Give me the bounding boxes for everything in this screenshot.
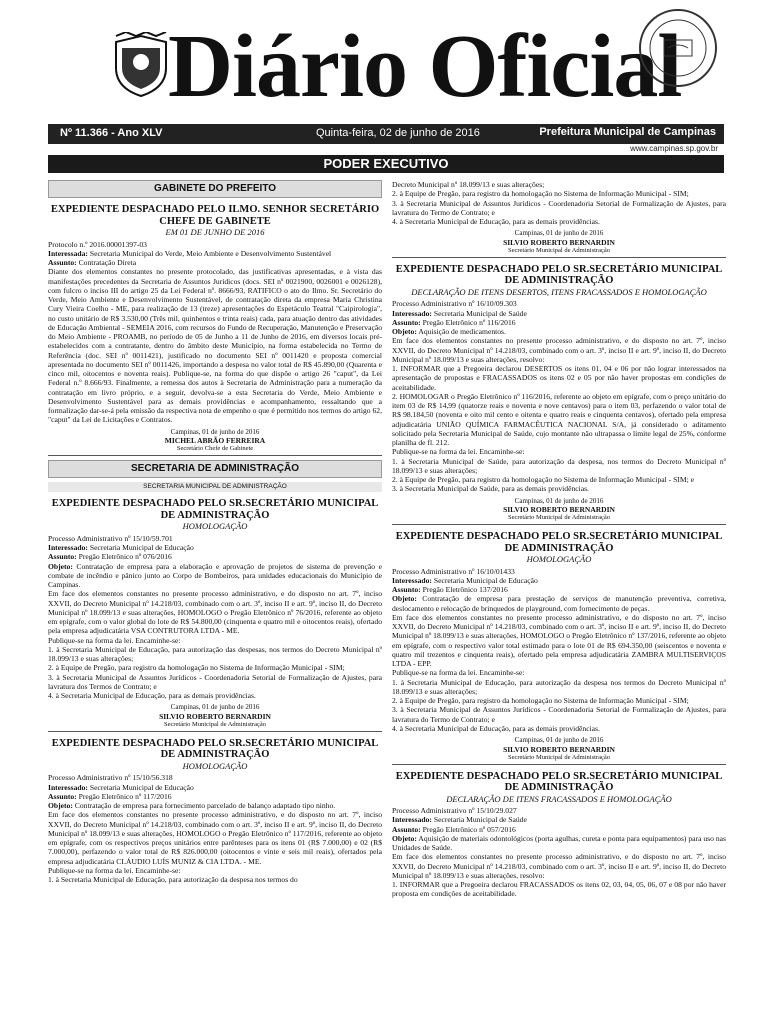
expediente-body [48, 534, 382, 701]
paragraph: 1. à Secretaria Municipal de Educação, para autorização da despesa nos termos do Decreto Municipal nº 18.099/13 e suas alterações; [392, 677, 726, 696]
paragraph: Processo Administrativo nº 15/10/29.027 [392, 806, 517, 816]
expediente-body [392, 567, 726, 734]
signature-name: SILVIO ROBERTO BERNARDIN [503, 744, 615, 754]
expediente-subtitle: HOMOLOGAÇÃO [182, 521, 248, 532]
signature-name: SILVIO ROBERTO BERNARDIN [503, 237, 615, 247]
paragraph: 4. à Secretaria Municipal de Educação, para as demais providências. [48, 691, 256, 701]
paragraph: Assunto: Pregão Eletrônico 137/2016 [392, 585, 508, 595]
administracao-subheader: SECRETARIA MUNICIPAL DE ADMINISTRAÇÃO [48, 482, 382, 492]
administracao-header: SECRETARIA DE ADMINISTRAÇÃO [48, 460, 382, 478]
gabinete-title: EXPEDIENTE DESPACHADO PELO ILMO. SENHOR SECRETÁRIO CHEFE DE GABINETE [50, 204, 380, 227]
paragraph: Objeto: Aquisição de medicamentos. [392, 327, 506, 337]
expediente-body [392, 299, 726, 493]
paragraph: Em face dos elementos constantes no presente processo administrativo, e do disposto no art. 7º, inciso XXVII, do Decreto Municipal nº 14.218/03, combinado com o art. 3º, inciso II e art. 9º, inciso II, do Decreto Municipal nº 18.099/13 e suas alterações, HOMOLOGO o Pregão Eletrônico nº 137/2016, referente ao objeto em epígrafe, com o respectivo valor total estimado para o lote 01 de R$ 694.350,00 (seiscentos e noventa e quatro mil trezentos e cinquenta reais), ofertado pela empresa adjudicatária ZAMBRA MULTISERVIÇOS LTDA - EPP. [392, 612, 726, 669]
paragraph: 3. à Secretaria Municipal de Assuntos Jurídicos - Coordenadoria Setorial de Formalização de Ajustes, para lavratura dos Termos de Contrato; e [48, 672, 382, 691]
masthead [0, 0, 770, 153]
signature-name: SILVIO ROBERTO BERNARDIN [159, 711, 271, 721]
paragraph: Objeto: Contratação de empresa para prestação de serviços de manutenção preventiva, corretiva, deslocamento e relocação de brinquedos de playground, com fornecimento de peças. [392, 594, 726, 613]
expediente-title: EXPEDIENTE DESPACHADO PELO SR.SECRETÁRIO MUNICIPAL DE ADMINISTRAÇÃO [395, 263, 723, 287]
signature-name: MICHEL ABRÃO FERREIRA [164, 436, 266, 446]
paragraph: 3. à Secretaria Municipal de Assuntos Jurídicos - Coordenadoria Setorial de Formalização de Ajustes, para lavratura do Termo de Contrato; e [392, 198, 726, 217]
gabinete-body [48, 240, 382, 425]
section-banner: PODER EXECUTIVO [48, 155, 724, 173]
paragraph: 2. à Equipe de Pregão, para registro da homologação no Sistema de Informação Municipal - SIM; [48, 663, 345, 673]
expediente-subtitle: HOMOLOGAÇÃO [526, 554, 592, 565]
publication-date: Quinta-feira, 02 de junho de 2016 [316, 127, 480, 139]
paragraph: Interessado: Secretaria Municipal de Saúde [392, 815, 527, 825]
expediente-subtitle: DECLARAÇÃO DE ITENS FRACASSADOS E HOMOLOGAÇÃO [446, 793, 672, 804]
paragraph: Interessado: Secretaria Municipal de Educação [48, 543, 194, 553]
masthead-bar [48, 124, 724, 144]
expediente-subtitle: DECLARAÇÃO DE ITENS DESERTOS, ITENS FRACASSADOS E HOMOLOGAÇÃO [411, 286, 707, 297]
expediente-subtitle: HOMOLOGAÇÃO [182, 760, 248, 771]
paragraph: Em face dos elementos constantes no presente processo administrativo, e do disposto no art. 7º, inciso XXVII, do Decreto Municipal nº 14.218/03, combinado com o art. 3º, inciso II e art. 9º, inciso II, do Decreto Municipal nº 18.099/13 e suas alterações, HOMOLOGO o Pregão Eletrônico nº 117/2016, referente ao objeto em epígrafe, com os respectivos preços unitários entre parênteses para os itens 01 (R$ 7.000,00) e 02 (R$ 7.000,00), perfazendo o valor total de R$ 826.000,00 (oitocentos e vinte e seis mil reais), ofertados pela empresa adjudicatária CLÁUDIO LUÍS MUNIZ & CIA LTDA. - ME. [48, 810, 382, 866]
paragraph: Assunto: Pregão Eletrônico nº 116/2016 [392, 317, 516, 327]
paragraph: Em face dos elementos constantes no presente processo administrativo, e do disposto no art. 7º, inciso XXVII, do Decreto Municipal nº 14.218/03, combinado com o art. 3º, inciso II e art. 9º, inciso II, do Decreto Municipal nº 18.099/13 e suas alterações, resolvo: [392, 852, 726, 880]
expediente-title: EXPEDIENTE DESPACHADO PELO SR.SECRETÁRIO MUNICIPAL DE ADMINISTRAÇÃO [51, 498, 379, 521]
paragraph: Decreto Municipal nº 18.099/13 e suas alterações; [392, 180, 545, 189]
expediente-title: EXPEDIENTE DESPACHADO PELO SR.SECRETÁRIO MUNICIPAL DE ADMINISTRAÇÃO [51, 737, 379, 761]
signature-role: Secretário Municipal de Administração [392, 514, 726, 525]
expediente-body [392, 806, 726, 899]
paragraph: 3. à Secretaria Municipal de Saúde, para as demais providências. [392, 484, 589, 494]
expediente-title: EXPEDIENTE DESPACHADO PELO SR.SECRETÁRIO MUNICIPAL DE ADMINISTRAÇÃO [395, 531, 723, 554]
paragraph: Em face dos elementos constantes no presente processo administrativo, e do disposto no art. 7º, inciso XXVII, do Decreto Municipal nº 14.218/03, combinado com o art. 3º, inciso II e art. 9º, inciso II, do Decreto Municipal nº 18.099/13 e suas alterações, resolvo: [392, 336, 726, 364]
gabinete-header: GABINETE DO PREFEITO [48, 180, 382, 198]
paragraph: Assunto: Pregão Eletrônico nº 076/2016 [48, 552, 172, 562]
paragraph: Objeto: Aquisição de materiais odontológicos (porta agulhas, cureta e ponta para equipamentos) para uso nas Unidades de Saúde. [392, 833, 726, 853]
left-column [48, 180, 382, 884]
paragraph: Assunto: Pregão Eletrônico nº 117/2016 [48, 791, 172, 801]
paragraph: Objeto: Contratação de empresa para fornecimento parcelado de balanço adaptado tipo ninho. [48, 801, 336, 811]
signature-role: Secretário Municipal de Administração [392, 247, 726, 258]
city-crest-icon [112, 32, 170, 98]
signature-role: Secretário Municipal de Administração [48, 721, 382, 732]
paragraph: Publique-se na forma da lei. Encaminhe-se: [48, 865, 181, 875]
paragraph: 1. à Secretaria Municipal de Educação, para autorização da despesa nos termos do [48, 875, 298, 885]
paragraph: Processo Administrativo nº 15/10/56.318 [48, 773, 173, 783]
paragraph: Objeto: Contratação de empresa para a elaboração e aprovação de projetos de sistema de prevenção e combate de incêndio e pânico junto ao Corpo de Bombeiros, para unidades educacionais do Município de Campinas. [48, 561, 382, 590]
certification-seal-icon [636, 6, 720, 90]
expediente-title: EXPEDIENTE DESPACHADO PELO SR.SECRETÁRIO MUNICIPAL DE ADMINISTRAÇÃO [395, 770, 723, 794]
paragraph: Assunto: Contratação Direta [48, 258, 137, 268]
signature-place: Campinas, 01 de junho de 2016 [170, 427, 260, 436]
paragraph: 3. à Secretaria Municipal de Assuntos Jurídicos - Coordenadoria Setorial de Formalização de Ajustes, para lavratura do Termo de Contrato; e [392, 705, 726, 724]
paragraph: Assunto: Pregão Eletrônico nº 057/2016 [392, 824, 516, 834]
paragraph: Processo Administrativo nº 15/10/59.701 [48, 533, 173, 543]
signature-place: Campinas, 01 de junho de 2016 [514, 736, 604, 745]
continuation-body [392, 180, 726, 226]
paragraph: 2. à Equipe de Pregão, para registro da homologação no Sistema de Informação Municipal - SIM; [392, 189, 689, 199]
paragraph: Processo Administrativo nº 16/10/09.303 [392, 299, 517, 309]
paragraph: Interessada: Secretaria Municipal do Verde, Meio Ambiente e Desenvolvimento Sustentável [48, 248, 332, 258]
paragraph: 2. à Equipe de Pregão, para registro da homologação no Sistema de Informação Municipal - SIM; [392, 696, 689, 706]
paragraph: Em face dos elementos constantes no presente processo administrativo, e do disposto no art. 7º, inciso XXVII, do Decreto Municipal nº 14.218/03, combinado com o art. 3º, inciso II e art. 9º, inciso II, do Decreto Municipal nº 18.099/13 e suas alterações, HOMOLOGO o Pregão Eletrônico nº 76/2016, referente ao objeto em epígrafe, com o valor global do lote de R$ 54.800,00 (cinquenta e quatro mil e oitocentos reais), ofertado pela empresa adjudicatária VSA CONTRUTORA LTDA - ME. [48, 589, 382, 636]
expediente-body [48, 773, 382, 884]
paragraph: 1. INFORMAR que a Pregoeira declarou DESERTOS os itens 01, 04 e 06 por não lograr interessados na apresentação de propostas e FRACASSADOS os itens 02 e 05 por não haver propostas em condições de aceitabilidade. [392, 364, 726, 392]
paragraph: 1. à Secretaria Municipal de Educação, para autorização das despesas, nos termos do Decreto Municipal nº 18.099/13 e suas alterações; [48, 644, 382, 664]
paragraph: 1. à Secretaria Municipal de Saúde, para autorização da despesa, nos termos do Decreto Municipal nº 18.099/13 e suas alterações; [392, 456, 726, 475]
paragraph: Processo Administrativo nº 16/10/01433 [392, 566, 515, 576]
gabinete-date: EM 01 DE JUNHO DE 2016 [165, 227, 265, 238]
paragraph: Interessado: Secretaria Municipal de Educação [48, 782, 194, 792]
publisher-name: Prefeitura Municipal de Campinas [539, 126, 716, 138]
paragraph: Diante dos elementos constantes no presente protocolado, das justificativas apresentadas, e à vista das manifestações precedentes da Secretaria de Assuntos Jurídicos (docs. SEI nº 0021900, 0026001 e 0026128), com fulcro o inciso III do artigo 25 da Lei Federal nº. 8666/93, RATIFICO o ato do Ilmo. Sr. Secretário do Verde, Meio Ambiente e Desenvolvimento Sustentável, de contratação direta da empresa Maria Christina Cury Vieira Coelho - ME, para realização de 13 (treze) apresentações do Espetáculo Teatral "Caipirologia", no custo unitário de R$ 3.530,00 (Três mil, quinhentos e trinta reais) cada, para atuação dentro das atividades de Educação Ambiental - SEMEIA 2016, com recursos do Fundo de Recuperação, Manutenção e Preservação do Meio Ambiente - PROAMB, no período de 05 de Junho a 11 de Junho de 2016, em diversos locais pré-estabelecidos com a contratante, dentro do âmbito deste Município, na forma estabelecida no Termo de Referência (doc. SEI nº 0011421), justificado no documento SEI nº 0011420 e proposta comercial apresentada no documento SEI nº 0011426, importando a despesa no valor total de R$ 45.890,00 (Quarenta e cinco mil, oitocentos e noventa reais). Publique-se, na forma do que dispõe o artigo 26 "caput", da Lei Federal n.º 8.666/93. Finalmente, a remessa dos autos à Secretaria de Administração para a numeração da contratação em livro próprio, e a seguir, devolva-se a esta Secretaria do Verde, Meio Ambiente e Desenvolvimento Sustentável para as demais providências e acompanhamento, ressaltando que a formalização dar-se-á pela emissão da respectiva nota de empenho o que é permitido nos termos do artigo 62, "caput" da Lei de Licitações e Contratos. [48, 267, 382, 425]
signature-place: Campinas, 01 de junho de 2016 [170, 703, 260, 712]
paragraph: 2. HOMOLOGAR o Pregão Eletrônico nº 116/2016, referente ao objeto em epígrafe, com o preço unitário do item 03 de R$ 14,99 (quatorze reais e noventa e nove centavos) para o item 03, perfazendo o valor total de R$ 98.184,50 (noventa e oito mil cento e oitenta e quatro reais e cinquenta centavos), ofertado pela empresa adjudicatária UNIÃO QUÍMICA FARMACÊUTICA NACIONAL S/A, já considerado o aditamento solicitado pela Secretaria Municipal de Saúde, cujo montante não ultrapassa o limite legal de 25%, conforme planilha de fl. 212. [392, 391, 726, 448]
paragraph: 4. à Secretaria Municipal de Educação, para as demais providências. [392, 217, 600, 226]
right-column [392, 180, 726, 899]
website-link[interactable]: www.campinas.sp.gov.br [630, 144, 718, 153]
signature-place: Campinas, 01 de junho de 2016 [514, 496, 604, 505]
paragraph: Interessado: Secretaria Municipal de Educação [392, 575, 538, 585]
signature-name: SILVIO ROBERTO BERNARDIN [503, 505, 615, 515]
paragraph: 4. à Secretaria Municipal de Educação, para as demais providências. [392, 723, 600, 733]
paragraph: Publique-se na forma da lei. Encaminhe-se: [392, 668, 525, 678]
masthead-title: Diário Oficial [168, 17, 682, 116]
paragraph: Protocolo n.º 2016.00001397-03 [48, 239, 147, 249]
paragraph: Publique-se na forma da lei. Encaminhe-se: [392, 447, 525, 457]
signature-role: Secretário Chefe de Gabinete [48, 445, 382, 456]
paragraph: Publique-se na forma da lei. Encaminhe-se: [48, 635, 181, 645]
signature-role: Secretário Municipal de Administração [392, 754, 726, 765]
edition-number: Nº 11.366 - Ano XLV [60, 127, 163, 139]
signature-place: Campinas, 01 de junho de 2016 [514, 229, 604, 238]
paragraph: 2. à Equipe de Pregão, para registro da homologação no Sistema de Informação Municipal - SIM; e [392, 475, 694, 485]
paragraph: Interessado: Secretaria Municipal de Saúde [392, 308, 527, 318]
paragraph: 1. INFORMAR que a Pregoeira declarou FRACASSADOS os itens 02, 03, 04, 05, 06, 07 e 08 por não haver proposta em condições de aceitabilidade. [392, 880, 726, 899]
